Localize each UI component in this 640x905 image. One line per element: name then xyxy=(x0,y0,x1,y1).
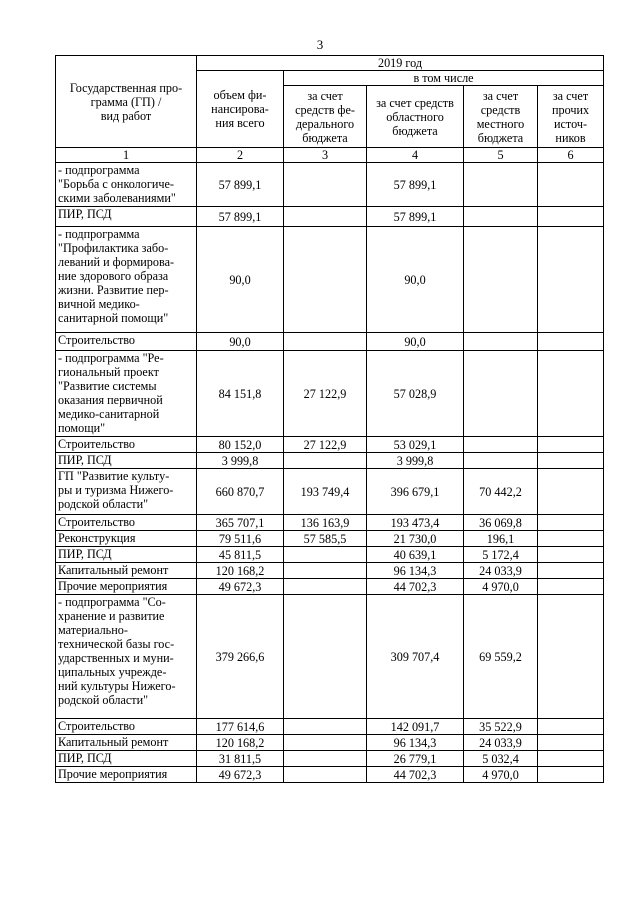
row-label: Строительство xyxy=(56,719,197,735)
cell-c5 xyxy=(464,351,538,437)
cell-c3 xyxy=(284,333,367,351)
table-row xyxy=(56,333,604,351)
header-year: 2019 год xyxy=(197,56,604,71)
table-row xyxy=(56,437,604,453)
cell-c2: 90,0 xyxy=(197,227,284,333)
row-label: Строительство xyxy=(56,515,197,531)
col-number: 6 xyxy=(538,148,604,163)
cell-c4: 90,0 xyxy=(367,227,464,333)
cell-c4: 44 702,3 xyxy=(367,767,464,783)
cell-c5: 5 172,4 xyxy=(464,547,538,563)
cell-c3: 193 749,4 xyxy=(284,469,367,515)
row-label: Строительство xyxy=(56,437,197,453)
cell-c5: 69 559,2 xyxy=(464,595,538,719)
cell-c5 xyxy=(464,437,538,453)
cell-c4: 53 029,1 xyxy=(367,437,464,453)
cell-c2: 57 899,1 xyxy=(197,207,284,227)
cell-c5 xyxy=(464,333,538,351)
row-label: Капитальный ремонт xyxy=(56,563,197,579)
cell-c5: 70 442,2 xyxy=(464,469,538,515)
cell-c5: 4 970,0 xyxy=(464,767,538,783)
cell-c3 xyxy=(284,563,367,579)
cell-c4: 193 473,4 xyxy=(367,515,464,531)
cell-c3 xyxy=(284,579,367,595)
cell-c2: 90,0 xyxy=(197,333,284,351)
header-local: за счет средств местного бюджета xyxy=(464,86,538,148)
cell-c2: 49 672,3 xyxy=(197,767,284,783)
table-row xyxy=(56,547,604,563)
cell-c4: 57 028,9 xyxy=(367,351,464,437)
row-label: ПИР, ПСД xyxy=(56,207,197,227)
cell-c3 xyxy=(284,163,367,207)
cell-c2: 45 811,5 xyxy=(197,547,284,563)
col-number: 4 xyxy=(367,148,464,163)
cell-c6 xyxy=(538,227,604,333)
cell-c3 xyxy=(284,767,367,783)
cell-c4: 96 134,3 xyxy=(367,735,464,751)
col-number: 2 xyxy=(197,148,284,163)
row-label: Реконструкция xyxy=(56,531,197,547)
budget-table xyxy=(55,55,604,783)
cell-c4: 21 730,0 xyxy=(367,531,464,547)
table-row xyxy=(56,227,604,333)
cell-c6 xyxy=(538,453,604,469)
cell-c4: 40 639,1 xyxy=(367,547,464,563)
cell-c5: 4 970,0 xyxy=(464,579,538,595)
cell-c3: 136 163,9 xyxy=(284,515,367,531)
cell-c2: 120 168,2 xyxy=(197,563,284,579)
cell-c6 xyxy=(538,751,604,767)
cell-c4: 44 702,3 xyxy=(367,579,464,595)
table-row xyxy=(56,595,604,719)
cell-c3: 27 122,9 xyxy=(284,437,367,453)
cell-c5 xyxy=(464,163,538,207)
cell-c2: 379 266,6 xyxy=(197,595,284,719)
row-label: ГП "Развитие культу- ры и туризма Нижего- родской области" xyxy=(56,469,197,515)
cell-c6 xyxy=(538,351,604,437)
cell-c6 xyxy=(538,163,604,207)
table-row xyxy=(56,469,604,515)
cell-c6 xyxy=(538,767,604,783)
cell-c5 xyxy=(464,453,538,469)
cell-c2: 79 511,6 xyxy=(197,531,284,547)
table-row xyxy=(56,719,604,735)
cell-c3 xyxy=(284,719,367,735)
cell-c4: 309 707,4 xyxy=(367,595,464,719)
cell-c3 xyxy=(284,735,367,751)
header-program: Государственная про- грамма (ГП) / вид работ xyxy=(56,56,197,148)
table-row xyxy=(56,767,604,783)
cell-c2: 57 899,1 xyxy=(197,163,284,207)
cell-c5: 35 522,9 xyxy=(464,719,538,735)
cell-c3: 57 585,5 xyxy=(284,531,367,547)
cell-c5: 24 033,9 xyxy=(464,735,538,751)
cell-c6 xyxy=(538,547,604,563)
table-row xyxy=(56,453,604,469)
cell-c6 xyxy=(538,207,604,227)
header-total: объем фи- нансирова- ния всего xyxy=(197,71,284,148)
table-row xyxy=(56,163,604,207)
cell-c4: 57 899,1 xyxy=(367,207,464,227)
cell-c5: 5 032,4 xyxy=(464,751,538,767)
cell-c5 xyxy=(464,207,538,227)
cell-c4: 142 091,7 xyxy=(367,719,464,735)
cell-c4: 57 899,1 xyxy=(367,163,464,207)
cell-c4: 26 779,1 xyxy=(367,751,464,767)
cell-c6 xyxy=(538,469,604,515)
cell-c5 xyxy=(464,227,538,333)
row-label: ПИР, ПСД xyxy=(56,453,197,469)
cell-c6 xyxy=(538,531,604,547)
cell-c6 xyxy=(538,437,604,453)
cell-c3 xyxy=(284,453,367,469)
col-number: 5 xyxy=(464,148,538,163)
table-row xyxy=(56,207,604,227)
row-label: - подпрограмма "Ре- гиональный проект "Развитие системы оказания первичной медико-санитарной помощи" xyxy=(56,351,197,437)
cell-c2: 31 811,5 xyxy=(197,751,284,767)
cell-c2: 365 707,1 xyxy=(197,515,284,531)
cell-c2: 120 168,2 xyxy=(197,735,284,751)
cell-c3 xyxy=(284,207,367,227)
cell-c2: 84 151,8 xyxy=(197,351,284,437)
cell-c6 xyxy=(538,515,604,531)
cell-c6 xyxy=(538,719,604,735)
page-number: 3 xyxy=(316,37,324,52)
cell-c5: 24 033,9 xyxy=(464,563,538,579)
cell-c3 xyxy=(284,751,367,767)
cell-c2: 49 672,3 xyxy=(197,579,284,595)
header-federal: за счет средств фе- дерального бюджета xyxy=(284,86,367,148)
cell-c5: 36 069,8 xyxy=(464,515,538,531)
row-label: - подпрограмма "Борьба с онкологиче- скими заболеваниями" xyxy=(56,163,197,207)
row-label: - подпрограмма "Профилактика забо- леваний и формирова- ние здорового образа жизни. Развитие пер- вичной медико- санитарной помощи" xyxy=(56,227,197,333)
cell-c6 xyxy=(538,595,604,719)
cell-c3 xyxy=(284,547,367,563)
col-number: 1 xyxy=(56,148,197,163)
table-row xyxy=(56,735,604,751)
cell-c3: 27 122,9 xyxy=(284,351,367,437)
cell-c4: 96 134,3 xyxy=(367,563,464,579)
cell-c3 xyxy=(284,595,367,719)
cell-c6 xyxy=(538,735,604,751)
table-row xyxy=(56,751,604,767)
row-label: Прочие мероприятия xyxy=(56,579,197,595)
cell-c6 xyxy=(538,333,604,351)
header-other: за счет прочих источ- ников xyxy=(538,86,604,148)
cell-c4: 3 999,8 xyxy=(367,453,464,469)
table-row xyxy=(56,531,604,547)
row-label: Строительство xyxy=(56,333,197,351)
row-label: ПИР, ПСД xyxy=(56,751,197,767)
cell-c5: 196,1 xyxy=(464,531,538,547)
row-label: - подпрограмма "Со- хранение и развитие материально- технической базы гос- ударственных и муни- ципальных учрежде- ний культуры Нижего- родской области" xyxy=(56,595,197,719)
cell-c2: 660 870,7 xyxy=(197,469,284,515)
header-regional: за счет средств областного бюджета xyxy=(367,86,464,148)
cell-c2: 80 152,0 xyxy=(197,437,284,453)
cell-c6 xyxy=(538,579,604,595)
table-row xyxy=(56,563,604,579)
cell-c2: 3 999,8 xyxy=(197,453,284,469)
table-row xyxy=(56,515,604,531)
table-row xyxy=(56,351,604,437)
cell-c2: 177 614,6 xyxy=(197,719,284,735)
row-label: Прочие мероприятия xyxy=(56,767,197,783)
col-number: 3 xyxy=(284,148,367,163)
cell-c6 xyxy=(538,563,604,579)
cell-c4: 396 679,1 xyxy=(367,469,464,515)
header-including: в том числе xyxy=(284,71,604,86)
table-row xyxy=(56,579,604,595)
cell-c4: 90,0 xyxy=(367,333,464,351)
row-label: ПИР, ПСД xyxy=(56,547,197,563)
cell-c3 xyxy=(284,227,367,333)
row-label: Капитальный ремонт xyxy=(56,735,197,751)
